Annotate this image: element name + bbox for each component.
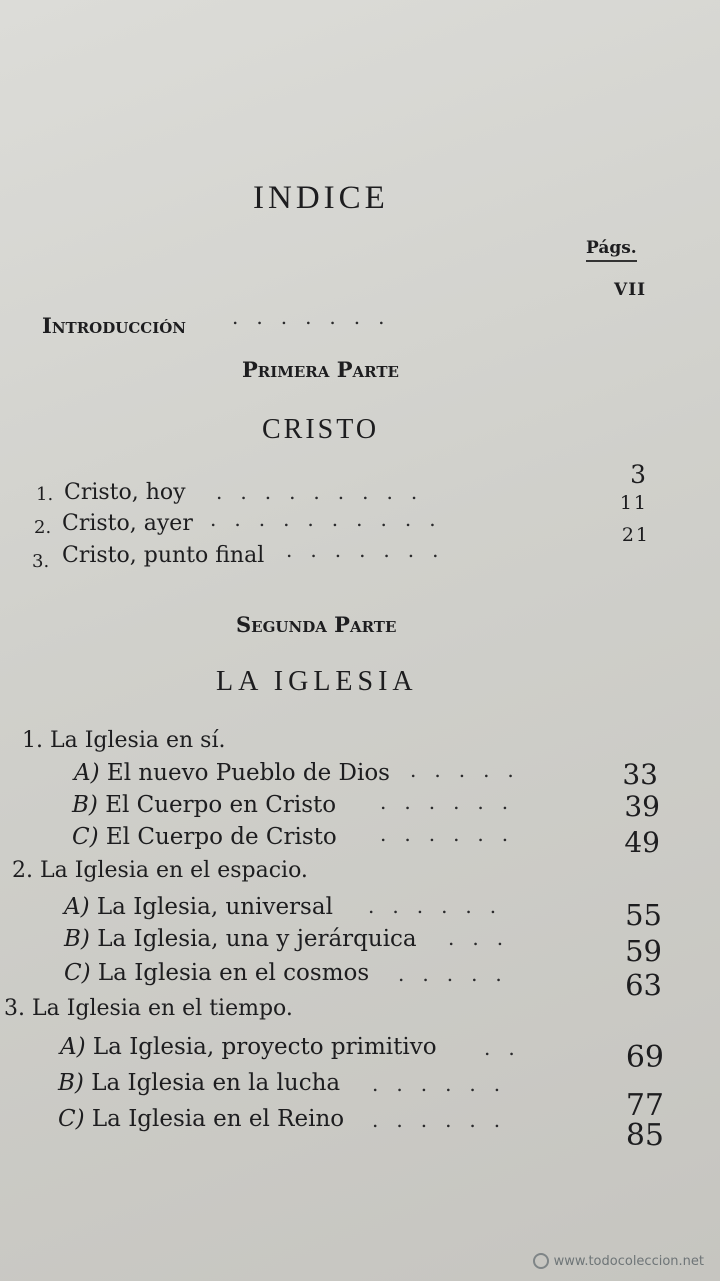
- toc-entry-number: 1.: [36, 484, 54, 505]
- toc-page-number: 63: [625, 968, 662, 1002]
- toc-entry-number: 2.: [34, 517, 52, 538]
- toc-entry-label: La Iglesia en el cosmos: [97, 960, 370, 986]
- entry-letter: C): [58, 1106, 85, 1132]
- toc-entry-label: Cristo, ayer: [62, 511, 193, 536]
- leader-dots: ...: [448, 926, 522, 950]
- toc-entry-number: 3.: [32, 551, 50, 572]
- toc-page-number: 33: [622, 758, 658, 791]
- leader-dots: ..: [484, 1036, 533, 1060]
- entry-letter: A): [64, 894, 90, 920]
- toc-entry: [72, 792, 336, 818]
- toc-entry: [60, 1034, 437, 1060]
- leader-dots: ......: [368, 894, 515, 918]
- toc-page-number: 39: [624, 790, 660, 823]
- intro-label: Introducción: [42, 313, 186, 338]
- entry-letter: B): [72, 792, 98, 818]
- part1-title: CRISTO: [262, 414, 380, 445]
- toc-entry-label: Cristo, hoy: [64, 480, 186, 505]
- toc-page-number: 3: [630, 460, 646, 489]
- toc-page-number: 69: [625, 1040, 664, 1075]
- leader-dots: ......: [380, 790, 527, 814]
- toc-entry-label: La Iglesia, universal: [96, 894, 333, 920]
- toc-entry: [64, 960, 369, 986]
- toc-entry: [64, 894, 333, 920]
- toc-page-number: 21: [621, 524, 650, 546]
- toc-page-number: 11: [619, 492, 648, 514]
- section-heading: 3. La Iglesia en el tiempo.: [4, 996, 293, 1021]
- leader-dots: ..........: [210, 507, 454, 531]
- pags-header: Págs.: [586, 238, 637, 262]
- leader-dots: .......: [286, 538, 457, 562]
- toc-page-number: 59: [625, 934, 662, 968]
- entry-letter: C): [72, 824, 99, 850]
- entry-letter: C): [64, 960, 91, 986]
- entry-letter: B): [58, 1070, 84, 1096]
- leader-dots: ......: [380, 822, 527, 846]
- toc-entry-label: Cristo, punto final: [62, 543, 265, 568]
- watermark: [533, 1253, 704, 1269]
- toc-page-number: 49: [624, 826, 660, 859]
- toc-page-number: 77: [625, 1088, 664, 1123]
- leader-dots: .........: [216, 480, 436, 504]
- section-heading: 2. La Iglesia en el espacio.: [12, 858, 308, 883]
- toc-entry-label: La Iglesia en el Reino: [91, 1106, 345, 1132]
- leader-dots: .....: [398, 962, 520, 986]
- part2-label: Segunda Parte: [236, 612, 397, 637]
- toc-entry-label: La Iglesia, proyecto primitivo: [92, 1034, 437, 1060]
- entry-letter: B): [64, 926, 90, 952]
- page-title: INDICE: [253, 180, 389, 216]
- intro-page-number: VII: [614, 280, 647, 300]
- leader-dots: ......: [372, 1108, 519, 1132]
- toc-entry-label: El Cuerpo de Cristo: [105, 824, 337, 850]
- toc-entry: [64, 926, 417, 952]
- watermark-logo-icon: [533, 1253, 549, 1269]
- toc-entry-label: La Iglesia en la lucha: [91, 1070, 341, 1096]
- toc-entry-label: El nuevo Pueblo de Dios: [106, 760, 390, 786]
- section-heading: 1. La Iglesia en sí.: [22, 728, 226, 753]
- leader-dots: .......: [232, 305, 403, 329]
- leader-dots: .....: [410, 758, 532, 782]
- part2-title: LA IGLESIA: [216, 666, 418, 697]
- toc-entry: [74, 760, 390, 786]
- watermark-text: www.todocoleccion.net: [553, 1253, 704, 1269]
- toc-entry: [58, 1070, 340, 1096]
- bleed-through-text: [440, 40, 720, 278]
- leader-dots: ......: [372, 1072, 519, 1096]
- toc-page-number: 55: [625, 898, 662, 932]
- toc-entry-label: La Iglesia, una y jerárquica: [97, 926, 417, 952]
- entry-letter: A): [74, 760, 100, 786]
- toc-entry-label: El Cuerpo en Cristo: [105, 792, 337, 818]
- toc-page-number: 85: [625, 1118, 664, 1153]
- entry-letter: A): [60, 1034, 86, 1060]
- toc-entry: [58, 1106, 344, 1132]
- part1-label: Primera Parte: [242, 357, 399, 382]
- toc-entry: [72, 824, 337, 850]
